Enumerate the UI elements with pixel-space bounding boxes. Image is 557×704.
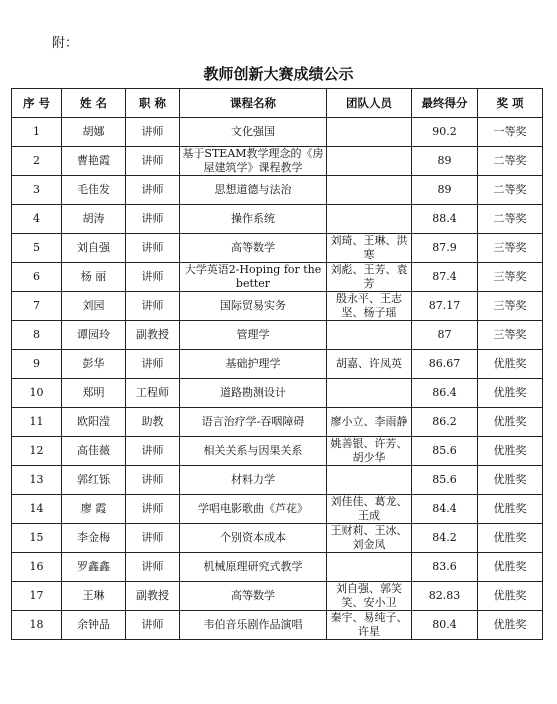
cell-team-members: 姚善银、许芳、胡少华 — [327, 437, 412, 466]
cell-number: 14 — [12, 495, 62, 524]
table-row — [12, 292, 543, 321]
cell-award: 优胜奖 — [478, 524, 543, 553]
cell-course-name: 语言治疗学-吞咽障碍 — [180, 408, 327, 437]
cell-name: 胡涛 — [62, 205, 126, 234]
cell-job-title: 讲师 — [126, 118, 180, 147]
cell-team-members — [327, 379, 412, 408]
cell-award: 优胜奖 — [478, 408, 543, 437]
column-header-course: 课程名称 — [180, 89, 327, 118]
cell-team-members — [327, 205, 412, 234]
table-row — [12, 118, 543, 147]
cell-job-title: 讲师 — [126, 495, 180, 524]
cell-course-name: 韦伯音乐剧作品演唱 — [180, 611, 327, 640]
cell-award: 二等奖 — [478, 176, 543, 205]
cell-course-name: 相关关系与因果关系 — [180, 437, 327, 466]
cell-name: 欧阳滢 — [62, 408, 126, 437]
cell-number: 6 — [12, 263, 62, 292]
cell-course-name: 大学英语2-Hoping for the better — [180, 263, 327, 292]
cell-course-name: 高等数学 — [180, 234, 327, 263]
cell-number: 13 — [12, 466, 62, 495]
cell-name: 谭园玲 — [62, 321, 126, 350]
cell-final-score: 82.83 — [412, 582, 478, 611]
cell-final-score: 88.4 — [412, 205, 478, 234]
cell-team-members: 廖小立、李雨静 — [327, 408, 412, 437]
table-row — [12, 582, 543, 611]
cell-award: 优胜奖 — [478, 466, 543, 495]
cell-final-score: 86.67 — [412, 350, 478, 379]
attachment-label: 附： — [52, 36, 79, 51]
table-row — [12, 379, 543, 408]
cell-final-score: 86.4 — [412, 379, 478, 408]
document-title: 教师创新大赛成绩公示 — [203, 65, 354, 83]
cell-award: 优胜奖 — [478, 611, 543, 640]
cell-number: 8 — [12, 321, 62, 350]
cell-final-score: 80.4 — [412, 611, 478, 640]
table-row — [12, 553, 543, 582]
table-body — [12, 118, 543, 640]
cell-number: 7 — [12, 292, 62, 321]
column-header-award: 奖 项 — [478, 89, 543, 118]
cell-name: 余钟品 — [62, 611, 126, 640]
cell-job-title: 讲师 — [126, 524, 180, 553]
cell-name: 李金梅 — [62, 524, 126, 553]
cell-number: 2 — [12, 147, 62, 176]
cell-course-name: 基于STEAM教学理念的《房屋建筑学》课程教学 — [180, 147, 327, 176]
cell-final-score: 87 — [412, 321, 478, 350]
table-row — [12, 437, 543, 466]
cell-award: 优胜奖 — [478, 582, 543, 611]
cell-job-title: 工程师 — [126, 379, 180, 408]
cell-award: 优胜奖 — [478, 379, 543, 408]
cell-course-name: 个别资本成本 — [180, 524, 327, 553]
cell-award: 二等奖 — [478, 147, 543, 176]
cell-number: 9 — [12, 350, 62, 379]
cell-final-score: 90.2 — [412, 118, 478, 147]
table-row — [12, 495, 543, 524]
cell-job-title: 副教授 — [126, 582, 180, 611]
cell-number: 12 — [12, 437, 62, 466]
cell-team-members: 刘佳佳、葛龙、王成 — [327, 495, 412, 524]
cell-final-score: 87.4 — [412, 263, 478, 292]
column-header-name: 姓 名 — [62, 89, 126, 118]
table-row — [12, 321, 543, 350]
cell-job-title: 讲师 — [126, 205, 180, 234]
cell-final-score: 85.6 — [412, 466, 478, 495]
cell-name: 郭红铄 — [62, 466, 126, 495]
cell-job-title: 讲师 — [126, 466, 180, 495]
cell-name: 杨 丽 — [62, 263, 126, 292]
table-row — [12, 524, 543, 553]
cell-team-members — [327, 321, 412, 350]
cell-name: 高佳薇 — [62, 437, 126, 466]
cell-course-name: 学唱电影歌曲《芦花》 — [180, 495, 327, 524]
results-table — [11, 88, 543, 640]
cell-job-title: 讲师 — [126, 176, 180, 205]
table-row — [12, 408, 543, 437]
cell-team-members — [327, 176, 412, 205]
cell-course-name: 管理学 — [180, 321, 327, 350]
cell-name: 胡娜 — [62, 118, 126, 147]
cell-job-title: 副教授 — [126, 321, 180, 350]
cell-name: 彭华 — [62, 350, 126, 379]
table-row — [12, 350, 543, 379]
column-header-score: 最终得分 — [412, 89, 478, 118]
cell-name: 毛佳发 — [62, 176, 126, 205]
column-header-title: 职 称 — [126, 89, 180, 118]
cell-team-members — [327, 553, 412, 582]
cell-team-members: 秦宇、易纯子、许星 — [327, 611, 412, 640]
cell-course-name: 操作系统 — [180, 205, 327, 234]
cell-job-title: 讲师 — [126, 553, 180, 582]
cell-award: 三等奖 — [478, 321, 543, 350]
cell-team-members: 刘自强、郭笑笑、安小卫 — [327, 582, 412, 611]
table-row — [12, 263, 543, 292]
cell-name: 罗鑫鑫 — [62, 553, 126, 582]
cell-team-members: 刘琦、王琳、洪寒 — [327, 234, 412, 263]
cell-award: 二等奖 — [478, 205, 543, 234]
cell-job-title: 讲师 — [126, 147, 180, 176]
cell-number: 5 — [12, 234, 62, 263]
column-header-team: 团队人员 — [327, 89, 412, 118]
cell-team-members: 胡嘉、许凤英 — [327, 350, 412, 379]
cell-team-members — [327, 466, 412, 495]
cell-course-name: 机械原理研究式教学 — [180, 553, 327, 582]
cell-team-members — [327, 118, 412, 147]
cell-award: 一等奖 — [478, 118, 543, 147]
cell-job-title: 助教 — [126, 408, 180, 437]
cell-number: 18 — [12, 611, 62, 640]
cell-final-score: 86.2 — [412, 408, 478, 437]
cell-number: 10 — [12, 379, 62, 408]
cell-award: 优胜奖 — [478, 350, 543, 379]
cell-job-title: 讲师 — [126, 292, 180, 321]
cell-job-title: 讲师 — [126, 350, 180, 379]
cell-award: 优胜奖 — [478, 495, 543, 524]
cell-team-members: 刘彪、王芳、袁芳 — [327, 263, 412, 292]
cell-number: 11 — [12, 408, 62, 437]
cell-name: 王琳 — [62, 582, 126, 611]
table-header-row — [12, 89, 543, 118]
cell-final-score: 87.17 — [412, 292, 478, 321]
cell-award: 三等奖 — [478, 292, 543, 321]
table-row — [12, 234, 543, 263]
cell-name: 刘园 — [62, 292, 126, 321]
cell-award: 三等奖 — [478, 234, 543, 263]
cell-final-score: 89 — [412, 147, 478, 176]
cell-final-score: 87.9 — [412, 234, 478, 263]
cell-number: 4 — [12, 205, 62, 234]
cell-final-score: 85.6 — [412, 437, 478, 466]
cell-name: 刘自强 — [62, 234, 126, 263]
cell-course-name: 思想道德与法治 — [180, 176, 327, 205]
cell-name: 曹艳霞 — [62, 147, 126, 176]
cell-job-title: 讲师 — [126, 437, 180, 466]
cell-team-members: 殷永平、王志坚、杨子瑶 — [327, 292, 412, 321]
cell-number: 16 — [12, 553, 62, 582]
cell-award: 优胜奖 — [478, 553, 543, 582]
table-row — [12, 466, 543, 495]
cell-course-name: 基础护理学 — [180, 350, 327, 379]
cell-team-members: 王财莉、王冰、刘金凤 — [327, 524, 412, 553]
cell-number: 1 — [12, 118, 62, 147]
cell-award: 优胜奖 — [478, 437, 543, 466]
cell-final-score: 83.6 — [412, 553, 478, 582]
cell-final-score: 84.4 — [412, 495, 478, 524]
cell-final-score: 89 — [412, 176, 478, 205]
cell-final-score: 84.2 — [412, 524, 478, 553]
table-row — [12, 611, 543, 640]
cell-course-name: 道路勘测设计 — [180, 379, 327, 408]
cell-course-name: 国际贸易实务 — [180, 292, 327, 321]
cell-number: 3 — [12, 176, 62, 205]
table-row — [12, 205, 543, 234]
cell-award: 三等奖 — [478, 263, 543, 292]
cell-job-title: 讲师 — [126, 234, 180, 263]
cell-course-name: 材料力学 — [180, 466, 327, 495]
cell-name: 廖 霞 — [62, 495, 126, 524]
cell-course-name: 文化强国 — [180, 118, 327, 147]
cell-team-members — [327, 147, 412, 176]
cell-course-name: 高等数学 — [180, 582, 327, 611]
cell-job-title: 讲师 — [126, 611, 180, 640]
table-row — [12, 147, 543, 176]
cell-number: 15 — [12, 524, 62, 553]
column-header-no: 序 号 — [12, 89, 62, 118]
table-row — [12, 176, 543, 205]
cell-name: 郑明 — [62, 379, 126, 408]
cell-job-title: 讲师 — [126, 263, 180, 292]
cell-number: 17 — [12, 582, 62, 611]
